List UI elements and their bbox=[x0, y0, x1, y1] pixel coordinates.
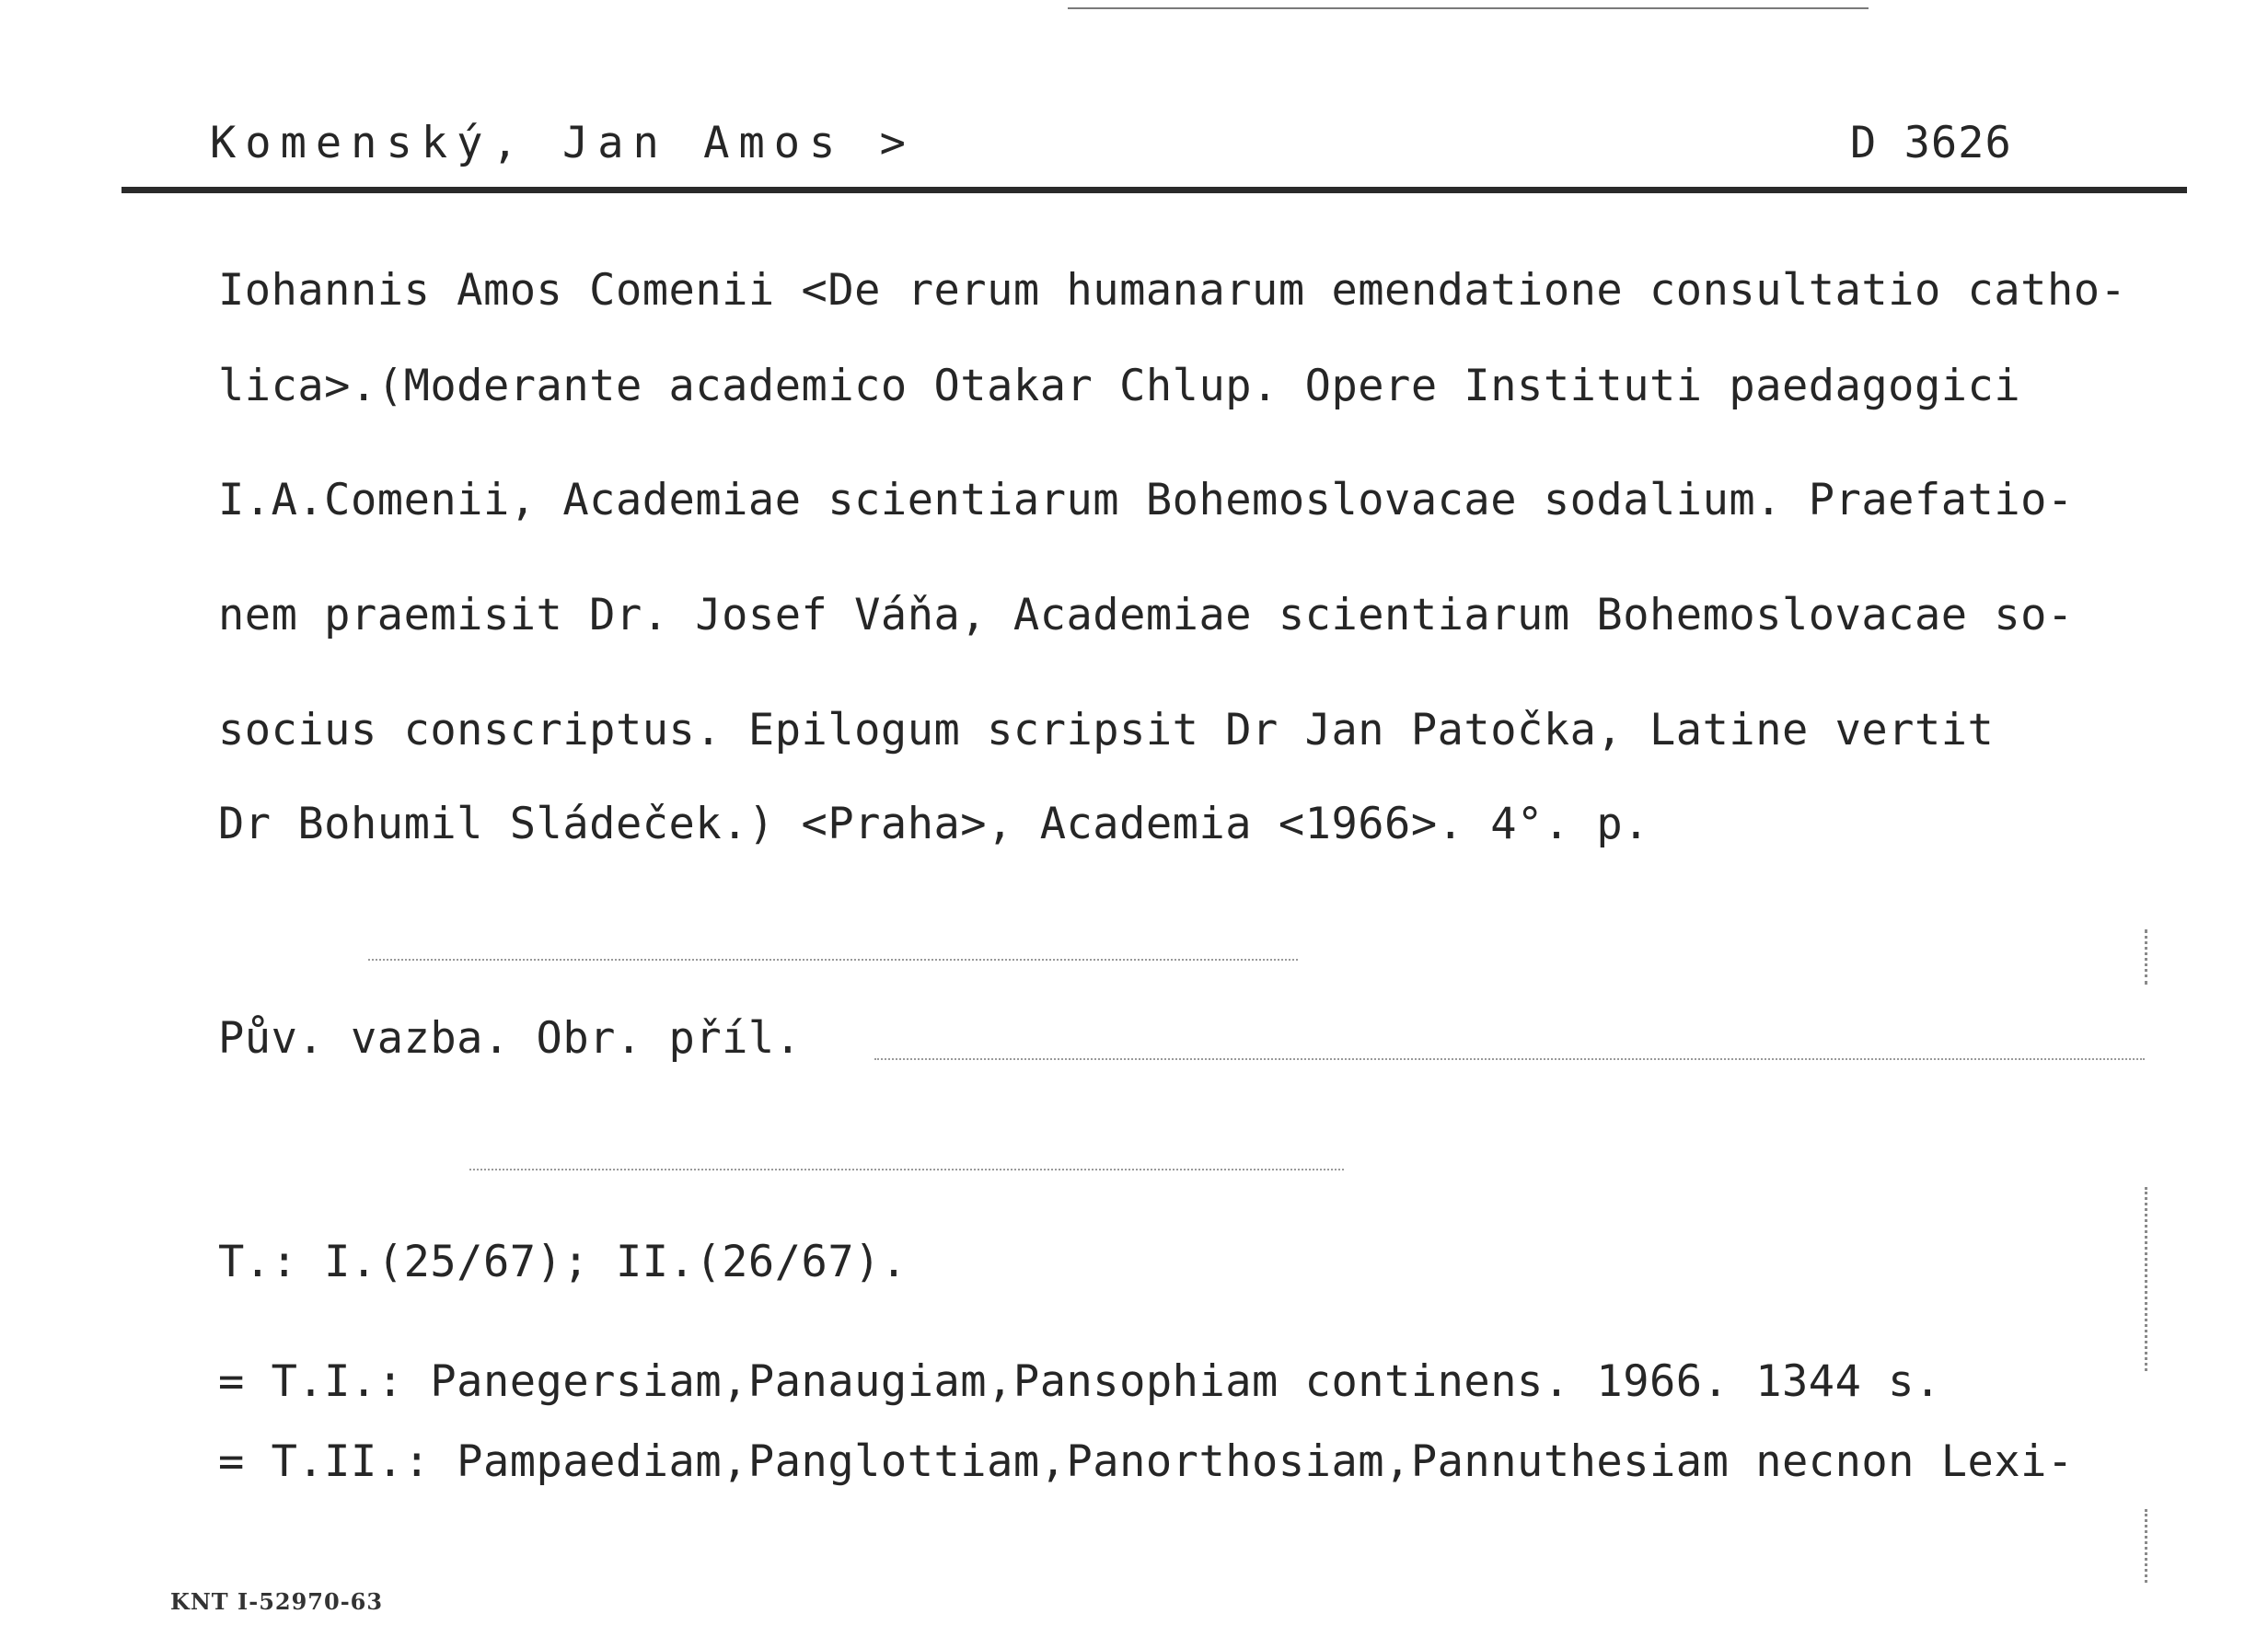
dotted-fill-binding bbox=[874, 1058, 2145, 1060]
volumes-line: T.: I.(25/67); II.(26/67). bbox=[218, 1237, 908, 1287]
print-code: KNT I-52970-63 bbox=[170, 1588, 384, 1615]
description-line-1: Iohannis Amos Comenii <De rerum humanarum emendatione consultatio catho- bbox=[218, 265, 2127, 316]
description-line-6: Dr Bohumil Sládeček.) <Praha>, Academia <1966>. 4°. p. bbox=[218, 799, 1650, 849]
margin-dots-3 bbox=[2145, 1509, 2147, 1583]
description-line-3: I.A.Comenii, Academiae scientiarum Bohemoslovacae sodalium. Praefatio- bbox=[218, 475, 2074, 525]
description-line-5: socius conscriptus. Epilogum scripsit Dr Jan Patočka, Latine vertit bbox=[218, 705, 1995, 755]
volume-2-line: = T.II.: Pampaediam,Panglottiam,Panorthosiam,Pannuthesiam necnon Lexi- bbox=[218, 1436, 2074, 1487]
description-line-2: lica>.(Moderante academico Otakar Chlup. Opere Instituti paedagogici bbox=[218, 361, 2021, 411]
binding-note: Pův. vazba. Obr. příl. bbox=[218, 1013, 802, 1064]
margin-dots-2 bbox=[2145, 1187, 2147, 1371]
call-number: D 3626 bbox=[1850, 118, 2012, 168]
header-rule bbox=[122, 187, 2187, 193]
author-heading: Komenský, Jan Amos > bbox=[210, 118, 915, 168]
volume-1-line: = T.I.: Panegersiam,Panaugiam,Pansophiam continens. 1966. 1344 s. bbox=[218, 1356, 1941, 1407]
top-faint-rule bbox=[1068, 7, 1869, 9]
description-line-4: nem praemisit Dr. Josef Váňa, Academiae scientiarum Bohemoslovacae so- bbox=[218, 590, 2074, 640]
dotted-divider-1 bbox=[368, 959, 1298, 961]
dotted-divider-2 bbox=[469, 1169, 1344, 1170]
margin-dots-1 bbox=[2145, 929, 2147, 985]
